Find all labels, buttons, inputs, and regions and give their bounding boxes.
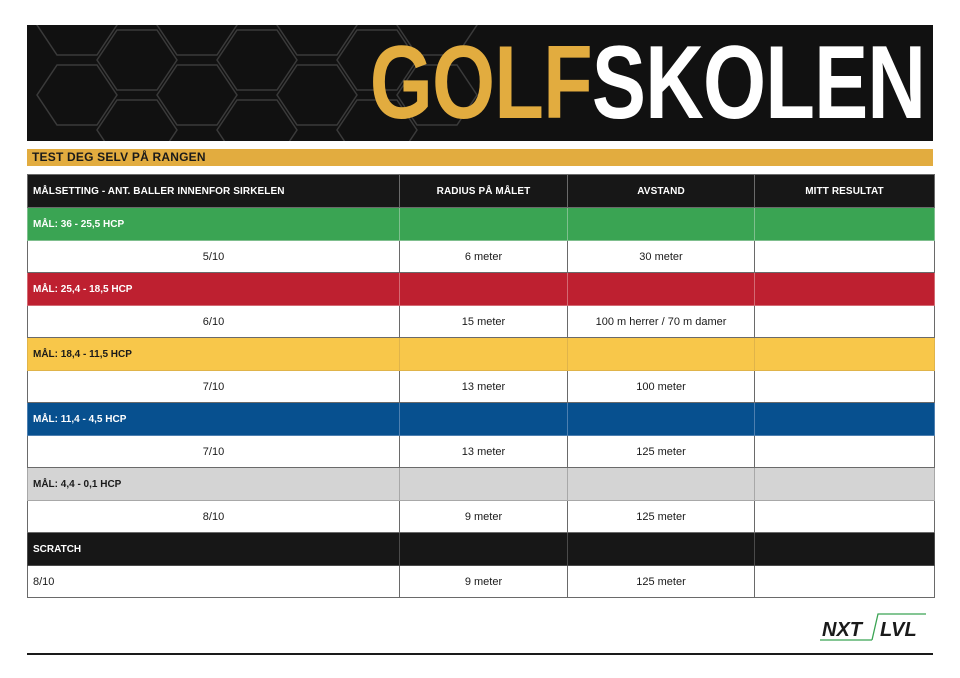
distance-cell: 125 meter (568, 501, 755, 533)
group-cell (568, 338, 755, 371)
group-cell (755, 533, 935, 566)
distance-cell: 125 meter (568, 436, 755, 468)
group-cell (568, 208, 755, 241)
group-cell (400, 338, 568, 371)
group-row (28, 403, 935, 436)
table-row (28, 566, 935, 598)
subtitle-text: TEST DEG SELV PÅ RANGEN (32, 150, 206, 164)
distance-cell: 100 meter (568, 371, 755, 403)
group-cell (400, 403, 568, 436)
radius-cell: 6 meter (400, 241, 568, 273)
nxt-lvl-logo (820, 612, 930, 642)
radius-cell: 13 meter (400, 371, 568, 403)
group-cell (755, 403, 935, 436)
table-header-row (28, 175, 935, 208)
distance-cell: 100 m herrer / 70 m damer (568, 306, 755, 338)
table-row (28, 436, 935, 468)
logo-text-left: NXT (822, 619, 862, 641)
group-label: MÅL: 18,4 - 11,5 HCP (28, 338, 400, 371)
balls-cell: 5/10 (28, 241, 400, 273)
group-cell (568, 468, 755, 501)
col-header-goal: MÅLSETTING - ANT. BALLER INNENFOR SIRKELEN (28, 175, 400, 208)
table-row (28, 306, 935, 338)
result-cell[interactable] (755, 241, 935, 273)
group-row (28, 273, 935, 306)
group-cell (568, 273, 755, 306)
col-header-radius: RADIUS PÅ MÅLET (400, 175, 568, 208)
table-row (28, 241, 935, 273)
brand-golf: GOLF (369, 25, 592, 141)
brand-logo (369, 25, 925, 141)
nxt-lvl-logo-icon (820, 612, 930, 642)
group-cell (568, 403, 755, 436)
brand-skolen: SKOLEN (591, 25, 925, 141)
header-banner (27, 25, 933, 141)
radius-cell: 9 meter (400, 566, 568, 598)
group-label: MÅL: 11,4 - 4,5 HCP (28, 403, 400, 436)
group-cell (400, 533, 568, 566)
group-cell (755, 338, 935, 371)
group-label: MÅL: 36 - 25,5 HCP (28, 208, 400, 241)
col-header-result: MITT RESULTAT (755, 175, 935, 208)
table-row (28, 501, 935, 533)
logo-text-right: LVL (880, 619, 917, 641)
goals-table (27, 174, 935, 598)
group-cell (400, 208, 568, 241)
distance-cell: 30 meter (568, 241, 755, 273)
distance-cell: 125 meter (568, 566, 755, 598)
subtitle-bar (27, 149, 933, 166)
table-row (28, 371, 935, 403)
result-cell[interactable] (755, 501, 935, 533)
result-cell[interactable] (755, 306, 935, 338)
balls-cell: 6/10 (28, 306, 400, 338)
radius-cell: 9 meter (400, 501, 568, 533)
result-cell[interactable] (755, 371, 935, 403)
group-cell (568, 533, 755, 566)
group-cell (755, 208, 935, 241)
radius-cell: 15 meter (400, 306, 568, 338)
balls-cell: 7/10 (28, 436, 400, 468)
group-row (28, 338, 935, 371)
balls-cell: 8/10 (28, 501, 400, 533)
group-row (28, 208, 935, 241)
radius-cell: 13 meter (400, 436, 568, 468)
balls-cell: 8/10 (28, 566, 400, 598)
group-row (28, 468, 935, 501)
result-cell[interactable] (755, 566, 935, 598)
group-cell (400, 273, 568, 306)
group-cell (755, 273, 935, 306)
result-cell[interactable] (755, 436, 935, 468)
group-row (28, 533, 935, 566)
group-cell (400, 468, 568, 501)
group-label: MÅL: 4,4 - 0,1 HCP (28, 468, 400, 501)
balls-cell: 7/10 (28, 371, 400, 403)
col-header-distance: AVSTAND (568, 175, 755, 208)
group-label: MÅL: 25,4 - 18,5 HCP (28, 273, 400, 306)
group-cell (755, 468, 935, 501)
footer-divider (27, 653, 933, 655)
group-label: SCRATCH (28, 533, 400, 566)
